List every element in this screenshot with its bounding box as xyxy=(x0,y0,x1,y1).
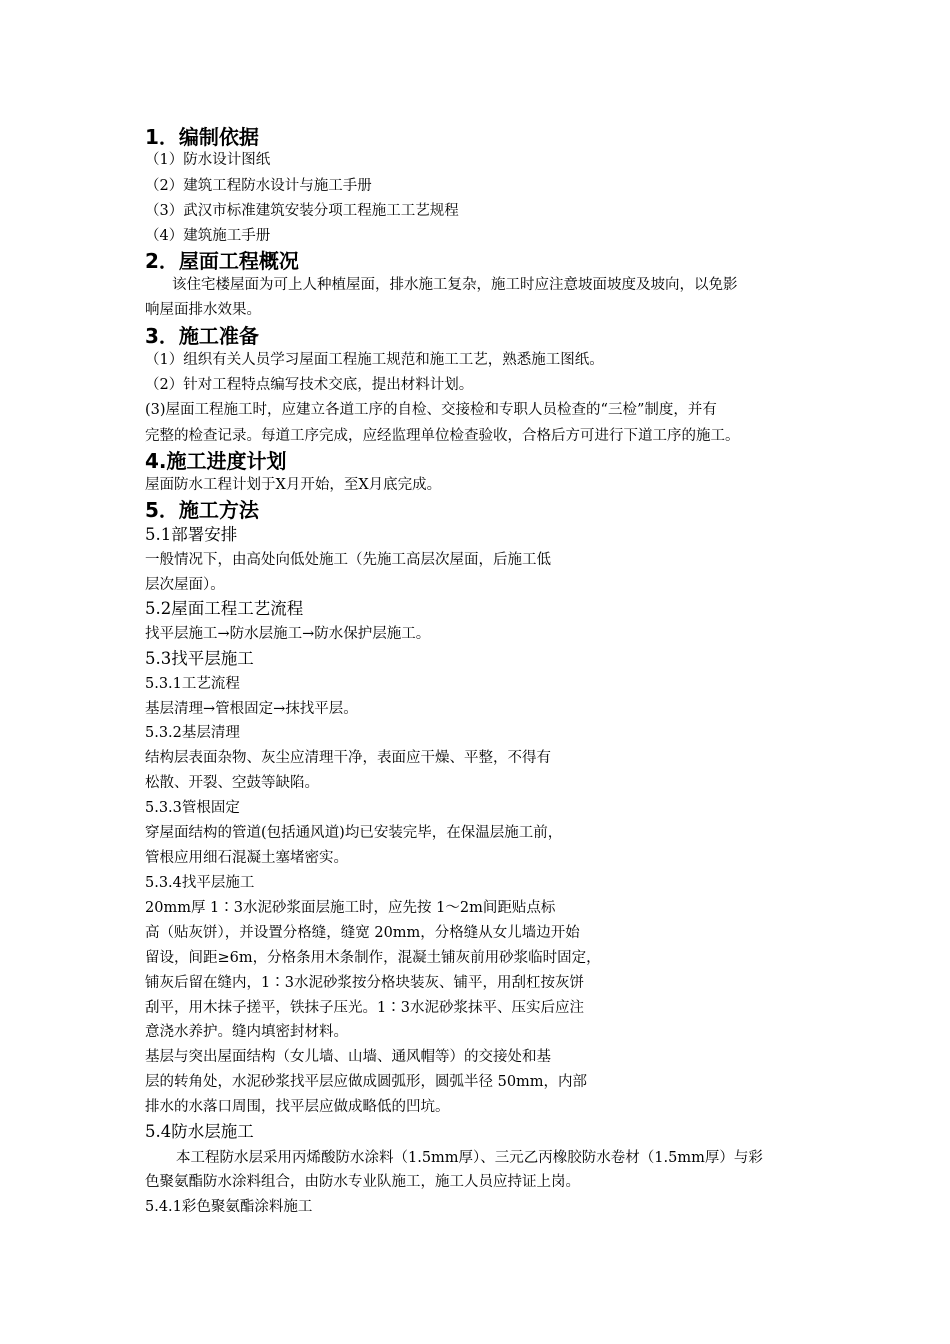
list-item: （1）防水设计图纸 xyxy=(145,152,271,168)
paragraph-line: 层次屋面）。 xyxy=(145,577,225,593)
paragraph-line: 响屋面排水效果。 xyxy=(145,302,261,318)
paragraph-line: 高（贴灰饼），并设置分格缝，缝宽 20mm，分格缝从女儿墙边开始 xyxy=(145,925,580,941)
heading-5: 5．施工方法 xyxy=(145,498,259,522)
subheading-5-3-4: 5.3.4找平层施工 xyxy=(145,875,255,891)
subheading-5-4-1: 5.4.1彩色聚氨酯涂料施工 xyxy=(145,1199,313,1215)
paragraph-line: 意浇水养护。缝内填密封材料。 xyxy=(145,1024,348,1040)
subheading-5-3-2: 5.3.2基层清理 xyxy=(145,725,240,741)
paragraph-line: 结构层表面杂物、灰尘应清理干净，表面应干燥、平整，不得有 xyxy=(145,750,551,766)
paragraph-line: 基层与突出屋面结构（女儿墙、山墙、通风帽等）的交接处和基 xyxy=(145,1049,551,1065)
subheading-5-3: 5.3找平层施工 xyxy=(145,649,254,668)
list-item: （2）建筑工程防水设计与施工手册 xyxy=(145,178,372,194)
paragraph-line: 屋面防水工程计划于X月开始，至X月底完成。 xyxy=(145,477,442,493)
paragraph-line: 层的转角处，水泥砂浆找平层应做成圆弧形，圆弧半径 50mm，内部 xyxy=(145,1074,588,1090)
subheading-5-3-3: 5.3.3管根固定 xyxy=(145,800,240,816)
paragraph-line: 管根应用细石混凝土塞堵密实。 xyxy=(145,850,348,866)
heading-2: 2．屋面工程概况 xyxy=(145,249,299,273)
paragraph-line: 20mm厚 1∶3水泥砂浆面层施工时，应先按 1～2m间距贴点标 xyxy=(145,900,556,916)
list-item: 完整的检查记录。每道工序完成，应经监理单位检查验收，合格后方可进行下道工序的施工。 xyxy=(145,428,740,444)
paragraph-line: 刮平，用木抹子搓平，铁抹子压光。1∶3水泥砂浆抹平、压实后应注 xyxy=(145,1000,584,1016)
list-item: （4）建筑施工手册 xyxy=(145,228,271,244)
subheading-5-2: 5.2屋面工程工艺流程 xyxy=(145,599,304,618)
paragraph-line: 松散、开裂、空鼓等缺陷。 xyxy=(145,775,319,791)
subheading-5-4: 5.4防水层施工 xyxy=(145,1122,254,1141)
paragraph-line: 一般情况下，由高处向低处施工（先施工高层次屋面，后施工低 xyxy=(145,552,551,568)
subheading-5-1: 5.1部署安排 xyxy=(145,525,238,544)
paragraph-line: 找平层施工→防水层施工→防水保护层施工。 xyxy=(145,626,431,642)
paragraph-line: 排水的水落口周围，找平层应做成略低的凹坑。 xyxy=(145,1099,450,1115)
paragraph-line: 穿屋面结构的管道(包括通风道)均已安装完毕，在保温层施工前， xyxy=(145,825,563,841)
list-item: (3)屋面工程施工时，应建立各道工序的自检、交接检和专职人员检查的“三检”制度，并有 xyxy=(145,402,717,418)
subheading-5-3-1: 5.3.1工艺流程 xyxy=(145,676,240,692)
paragraph-line: 铺灰后留在缝内，1∶3水泥砂浆按分格块装灰、铺平，用刮杠按灰饼 xyxy=(145,975,584,991)
paragraph-line: 基层清理→管根固定→抹找平层。 xyxy=(145,701,358,717)
paragraph-line: 该住宅楼屋面为可上人种植屋面，排水施工复杂，施工时应注意坡面坡度及坡向，以免影 xyxy=(172,277,738,293)
paragraph-line: 留设，间距≥6m，分格条用木条制作，混凝土铺灰前用砂浆临时固定， xyxy=(145,950,601,966)
heading-4: 4.施工进度计划 xyxy=(145,449,287,473)
list-item: （3）武汉市标准建筑安装分项工程施工工艺规程 xyxy=(145,203,459,219)
paragraph-line: 本工程防水层采用丙烯酸防水涂料（1.5mm厚）、三元乙丙橡胶防水卷材（1.5mm厚）与彩 xyxy=(176,1150,763,1166)
heading-3: 3．施工准备 xyxy=(145,324,259,348)
paragraph-line: 色聚氨酯防水涂料组合，由防水专业队施工，施工人员应持证上岗。 xyxy=(145,1174,580,1190)
list-item: （1）组织有关人员学习屋面工程施工规范和施工工艺，熟悉施工图纸。 xyxy=(145,352,604,368)
heading-1: 1．编制依据 xyxy=(145,125,259,149)
list-item: （2）针对工程特点编写技术交底，提出材料计划。 xyxy=(145,377,474,393)
